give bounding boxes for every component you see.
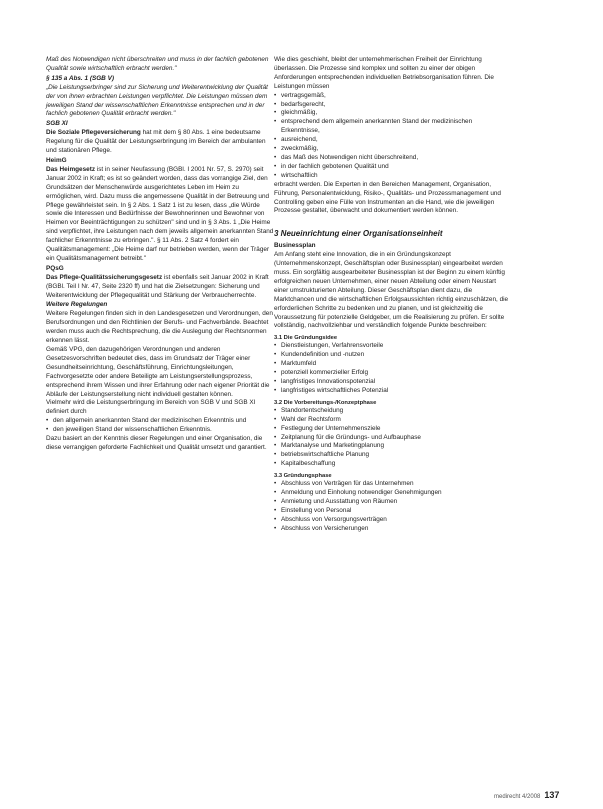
right-column xyxy=(274,56,511,534)
list-item: • betriebswirtschaftliche Planung xyxy=(274,451,511,460)
list-3-3 xyxy=(274,480,511,533)
list-item: • Abschluss von Versicherungen xyxy=(274,525,511,534)
left-column xyxy=(46,56,276,453)
list-item: • Standortentscheidung xyxy=(274,407,511,416)
list-item: • Marktumfeld xyxy=(274,360,511,369)
pqsg-text: ist ebenfalls seit Januar 2002 in Kraft (BGBl. Teil I Nr. 47, Seite 2320 ff) und hat die Zielsetzungen: Sicherung und Weiterentwicklung der Pflegequalität und Stärkung der Verbraucherrechte. xyxy=(46,273,269,299)
list-item: • Abschluss von Versorgungsverträgen xyxy=(274,516,511,525)
paragraph-businessplan: Am Anfang steht eine Innovation, die in ein Gründungskonzept (Unternehmenskonzept, Geschäftsplan oder Businessplan) eingearbeitet werden muss. Ein sorgfältig ausgearbeiteter Businessplan ist der Beginn zu einem künftig erfolgreichen neuen Unternehmen, einer neuen Abteilung oder einem Neustart einer umstrukturierten Abteilung. Dieser Geschäftsplan dient dazu, die Marktchancen und die wirtschaftlichen Erfolgsaussichten richtig einzuschätzen, die erforderlichen Schritte zu bedenken und zu planen, und ist gleichzeitig die Voraussetzung für potenzielle Geldgeber, um die Realisierung zu prüfen. Er sollte vollständig, nachvollziehbar und verständlich folgende Punkte beschreiben: xyxy=(274,251,509,330)
paragraph-heimg xyxy=(46,166,276,264)
requirements-list xyxy=(274,92,511,181)
list-item: • Anmeldung und Einholung notwendiger Genehmigungen xyxy=(274,489,511,498)
right-intro: Wie dies geschieht, bleibt der unternehmerischen Freiheit der Einrichtung überlassen. Die Prozesse sind komplex und sollten zu einer der obigen Anforderungen entsprechenden individuellen Betriebsorganisation führen. Die Leistungen müssen xyxy=(274,56,494,90)
list-item: • den jeweiligen Stand der wissenschaftlichen Erkenntnis. xyxy=(46,426,276,435)
list-item: • gleichmäßig, xyxy=(274,109,511,118)
heading-weitere: Weitere Regelungen xyxy=(46,301,108,309)
section-title: 3 Neueinrichtung einer Organisationseinheit xyxy=(274,229,443,239)
paragraph-sgb-xi xyxy=(46,129,276,156)
list-item: • den allgemein anerkannten Stand der medizinischen Erkenntnis und xyxy=(46,417,276,426)
heading-3-2: 3.2 Die Vorbereitungs-/Konzeptphase xyxy=(274,399,377,406)
paragraph-dazu: Dazu basiert an der Kenntnis dieser Regelungen und einer Organisation, die diese verrangigen geforderte Fachlichkeit und Qualität umsetzt und garantiert. xyxy=(46,435,267,451)
sgb-text: hat mit dem § 80 Abs. 1 eine bedeutsame Regelung für die Qualität der Leistungserbringung im Bereich der ambulanten und stationären Pflege. xyxy=(46,129,266,155)
page-number: 137 xyxy=(544,790,560,800)
sgb-lead: Die Soziale Pflegeversicherung xyxy=(46,129,141,137)
paragraph-erbracht: erbracht werden. Die Experten in den Bereichen Management, Organisation, Führung, Personalentwicklung, Risiko-, Qualitäts- und Prozessmanagement und Controlling geben eine Fülle von Instrumenten an die Hand, wie die jeweiligen Prozesse gestaltet, überwacht und dokumentiert werden können. xyxy=(274,180,501,215)
list-item: • langfristiges wirtschaftliches Potenzial xyxy=(274,387,511,396)
journal-name: medirecht 4/2008 xyxy=(494,794,541,800)
paragraph-gemaess: Gemäß VPG, den dazugehörigen Verordnungen und anderen Gesetzesvorschriften bedeutet dies, dass im Grundsatz der Träger einer Gesundheitseinrichtung, Geschäftsführung, Einrichtungsleitungen, Fachvorgesetzte oder andere Beteiligte am Leistungserstellungsprozess, entsprechend ihrem Wissen und ihrer Erfahrung oder nach eigener Priorität die Abläufe der Leistungserstellung nicht individuell gestalten können. xyxy=(46,346,270,398)
left-intro: Maß des Notwendigen nicht überschreiten und muss in der fachlich gebotenen Qualität sowie wirtschaftlich erbracht werden." xyxy=(46,56,269,72)
list-item: • vertragsgemäß, xyxy=(274,92,511,101)
list-item: • Kundendefinition und -nutzen xyxy=(274,351,511,360)
list-item: • Dienstleistungen, Verfahrensvorteile xyxy=(274,342,511,351)
list-item: • Marktanalyse und Marketingplanung xyxy=(274,442,511,451)
list-item: • ausreichend, xyxy=(274,136,511,145)
list-item: • entsprechend dem allgemein anerkannten Stand der medizinischen Erkenntnisse, xyxy=(274,118,511,136)
list-item: • in der fachlich gebotenen Qualität und xyxy=(274,163,511,172)
paragraph-weitere: Weitere Regelungen finden sich in den Landesgesetzen und Verordnungen, den Berufsordnungen und den Richtlinien der Berufs- und Fachverbände. Beachtet werden muss auch die Rechtsprechung, die die Auslegung der Rechtsnormen erkennen lässt. xyxy=(46,310,273,345)
heading-135a: § 135 a Abs. 1 (SGB V) xyxy=(46,74,114,82)
list-item: • Kapitalbeschaffung xyxy=(274,460,511,469)
list-item: • wirtschaftlich xyxy=(274,172,511,181)
list-item: • potenziell kommerzieller Erfolg xyxy=(274,369,511,378)
heading-businessplan: Businessplan xyxy=(274,242,316,250)
list-item: • Festlegung der Unternehmensziele xyxy=(274,425,511,434)
heading-3-3: 3.3 Gründungsphase xyxy=(274,473,332,480)
list-item: • Zeitplanung für die Gründungs- und Aufbauphase xyxy=(274,434,511,443)
list-item: • das Maß des Notwendigen nicht überschreitend, xyxy=(274,154,511,163)
heading-3-1: 3.1 Die Gründungsidee xyxy=(274,335,338,342)
list-3-2 xyxy=(274,407,511,469)
heading-heimg: HeimG xyxy=(46,156,67,164)
list-item: • bedarfsgerecht, xyxy=(274,101,511,110)
pqsg-lead: Das Pflege-Qualitätssicherungsgesetz xyxy=(46,273,163,281)
page-footer xyxy=(494,790,559,800)
left-bullet-list xyxy=(46,417,276,435)
quote-135a: „Die Leistungserbringer sind zur Sicherung und Weiterentwicklung der Qualität der von ihnen erbrachten Leistungen verpflichtet. Die Leistungen müssen dem jeweiligen Stand der wissenschaftlichen Erkenntnisse entsprechen und in der fachlich gebotenen Qualität erbracht werden." xyxy=(46,83,268,118)
list-item: • Einstellung von Personal xyxy=(274,507,511,516)
heading-sgb-xi: SGB XI xyxy=(46,120,68,128)
list-item: • Abschluss von Verträgen für das Unternehmen xyxy=(274,480,511,489)
list-item: • Anmietung und Ausstattung von Räumen xyxy=(274,498,511,507)
list-3-1 xyxy=(274,342,511,395)
heim-lead: Das Heimgesetz xyxy=(46,165,96,173)
paragraph-pqsg xyxy=(46,274,276,301)
list-item: • langfristiges Innovationspotenzial xyxy=(274,378,511,387)
list-item: • zweckmäßig, xyxy=(274,145,511,154)
paragraph-vielmehr: Vielmehr wird die Leistungserbringung im Bereich von SGB V und SGB XI definiert durch xyxy=(46,399,256,416)
heim-text: ist in seiner Neufassung (BGBl. I 2001 Nr. 57, S. 2970) seit Januar 2002 in Kraft; es ist so geändert worden, dass das vorrangige Ziel, den Grundsätzen der Menschenwürde ausgerichtetes Leben im Heim zu ermöglichen, wird. Dazu muss die angemessene Qualität in der Betreuung und Pflege gewährleistet sein. In § 2 Abs. 1 Satz 1 ist zu lesen, dass „die Würde sowie die Interessen und Bedürfnisse der Bewohnerinnen und Bewohner von Heimen vor Beeinträchtigungen zu schützen" sind und in § 3 Abs. 1 „Die Heime sind verpflichtet, ihre Leistungen nach dem jeweils allgemein anerkannten Stand fachlicher Erkenntnisse zu erbringen.". § 11 Abs. 2 Satz 4 fordert ein Qualitätsmanagement: „Die Heime darf nur betrieben werden, wenn der Träger ein Qualitätsmanagement betreibt." xyxy=(46,165,274,262)
list-item: • Wahl der Rechtsform xyxy=(274,416,511,425)
heading-pqsg: PQsG xyxy=(46,264,64,272)
